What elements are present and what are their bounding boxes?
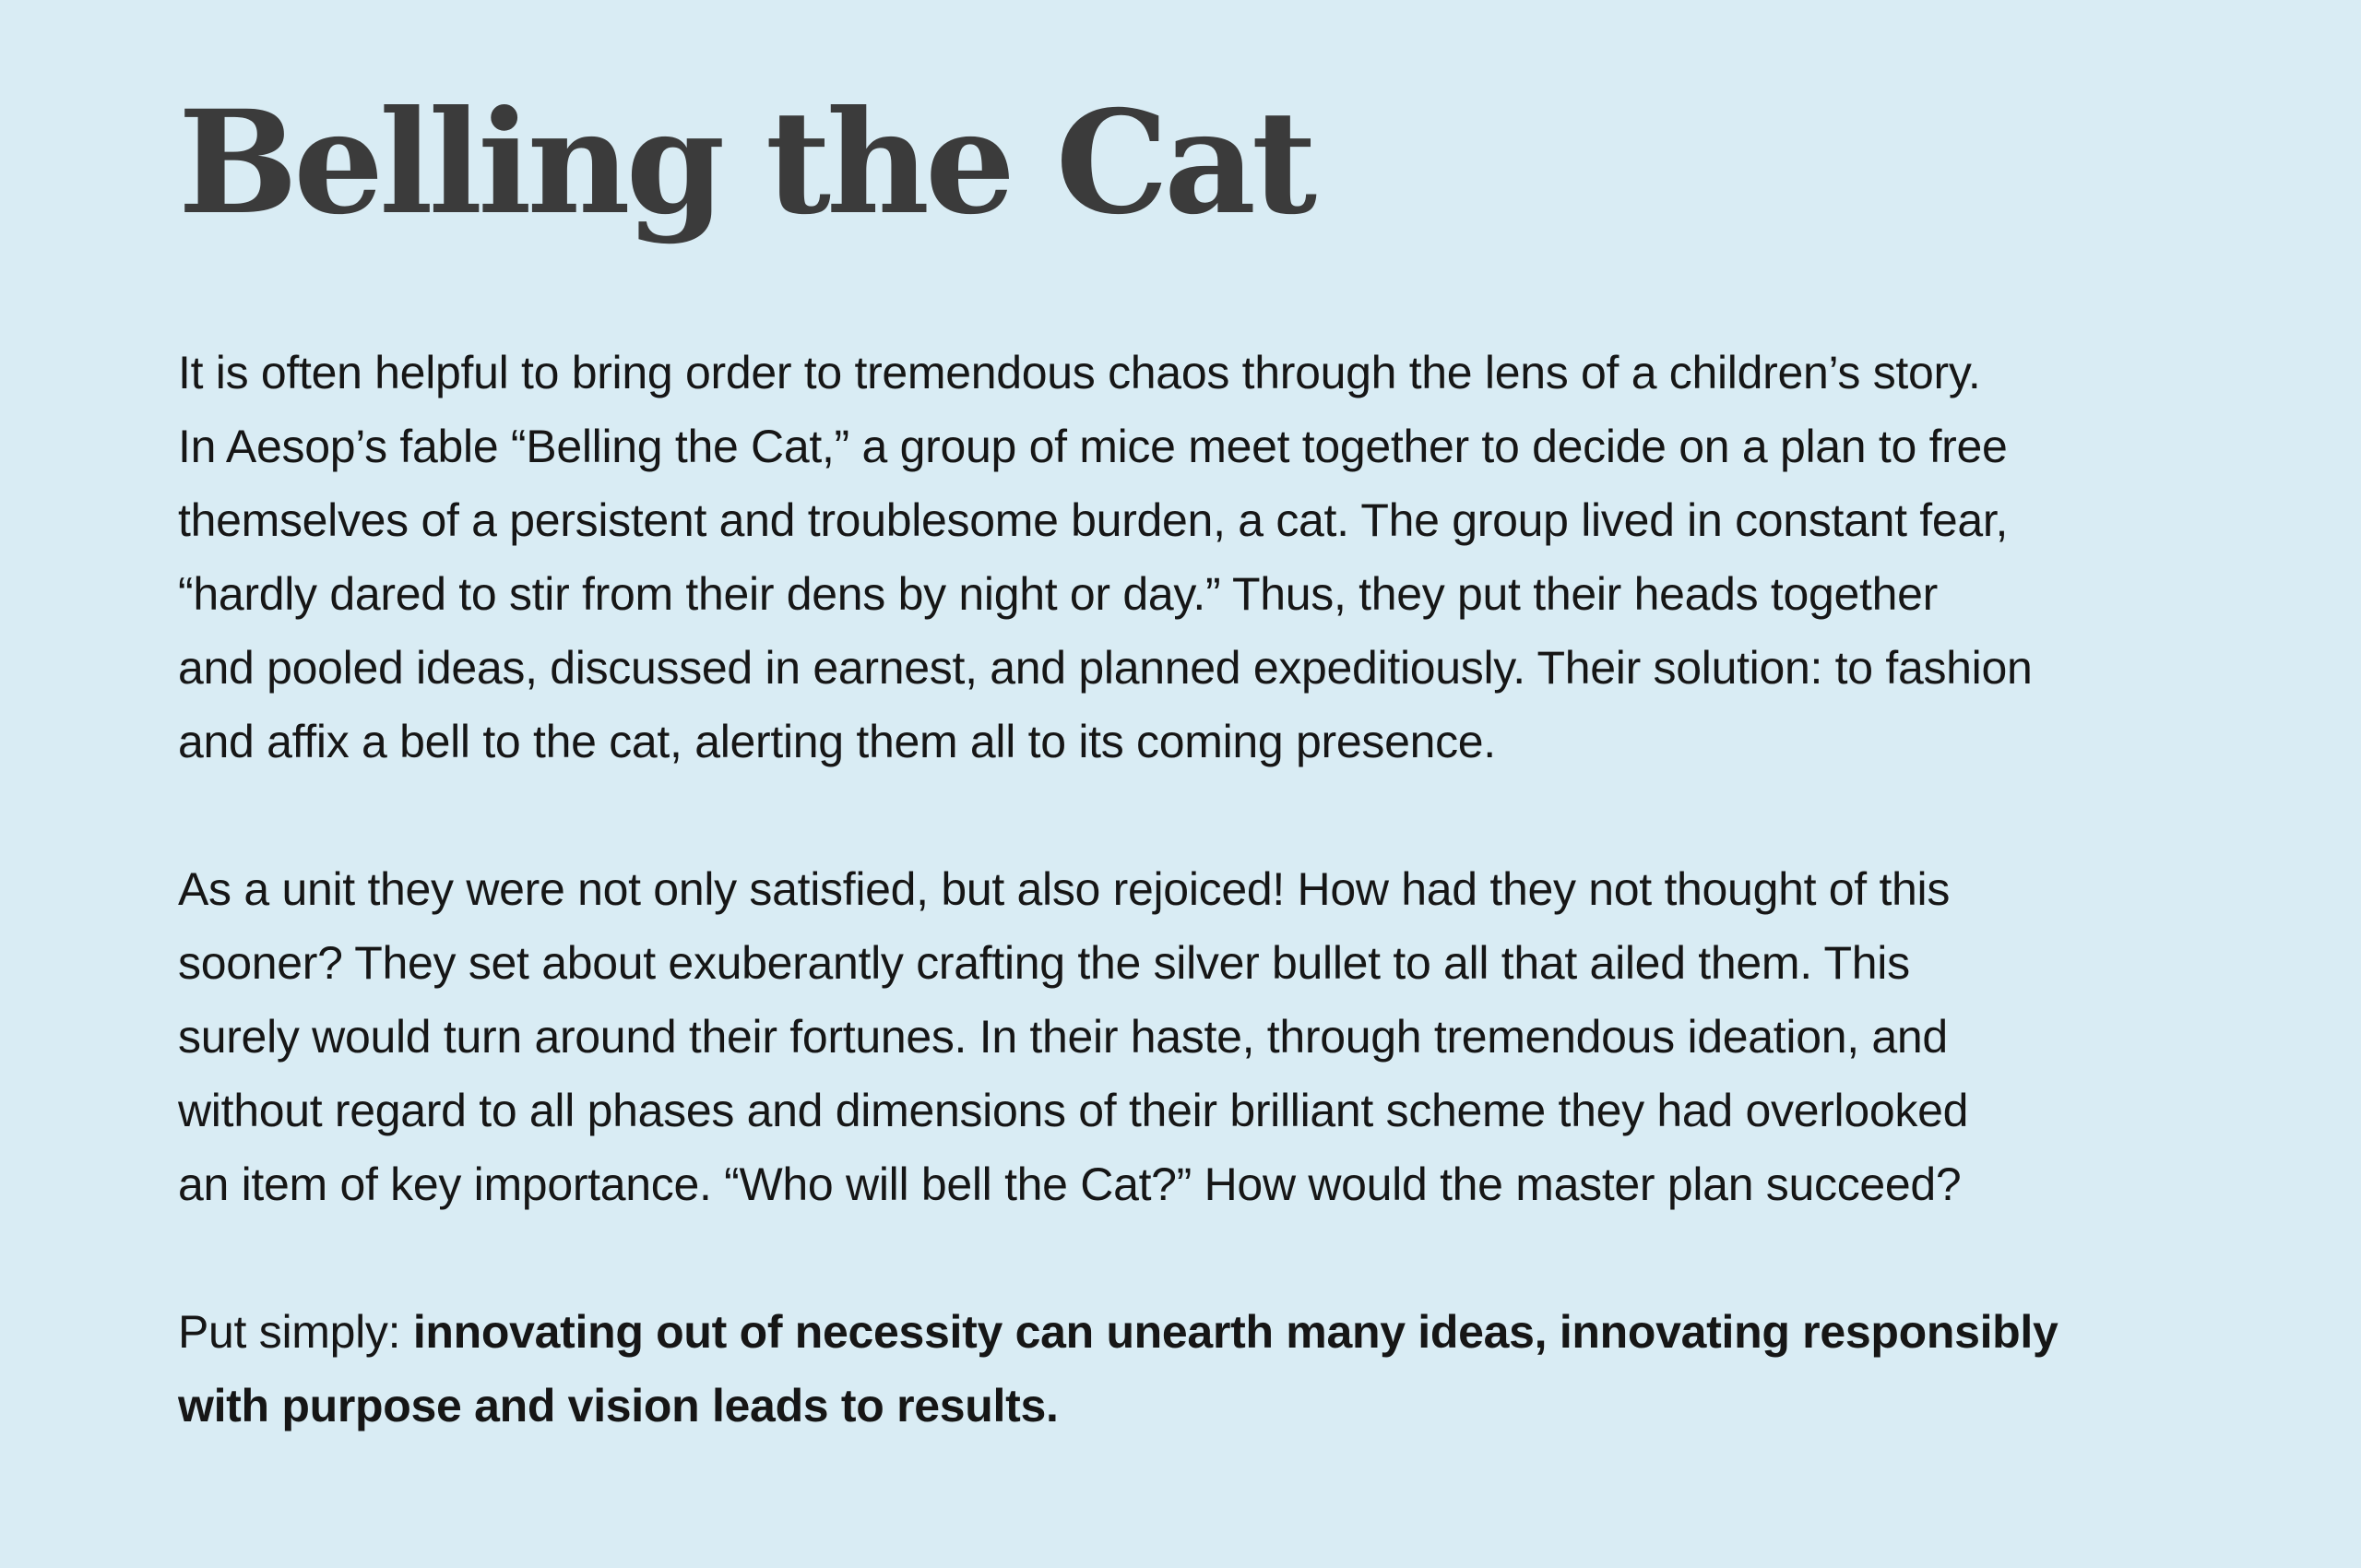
paragraph-line: “hardly dared to stir from their dens by night or day.” Thus, they put their heads together [178, 568, 1938, 620]
paragraph-line: surely would turn around their fortunes. In their haste, through tremendous ideation, and [178, 1011, 1948, 1063]
paragraph-line: and affix a bell to the cat, alerting them all to its coming presence. [178, 716, 1496, 767]
conclusion-paragraph [178, 1295, 2287, 1443]
paragraph-2 [178, 852, 2287, 1221]
conclusion-lead: Put simply: [178, 1306, 413, 1358]
paragraph-line: and pooled ideas, discussed in earnest, and planned expeditiously. Their solution: to fashion [178, 642, 2033, 694]
page-title: Belling the Cat [178, 79, 1313, 246]
conclusion-emphasis: innovating out of necessity can unearth many ideas, innovating responsibly [412, 1306, 2058, 1358]
conclusion-line-2: with purpose and vision leads to results. [178, 1380, 1059, 1431]
paragraph-line: without regard to all phases and dimensions of their brilliant scheme they had overlooked [178, 1085, 1969, 1136]
paragraph-line: As a unit they were not only satisfied, but also rejoiced! How had they not thought of this [178, 863, 1951, 915]
article-body [178, 336, 2287, 1443]
paragraph-1 [178, 336, 2287, 778]
paragraph-line: In Aesop’s fable “Belling the Cat,” a group of mice meet together to decide on a plan to free [178, 421, 2008, 472]
paragraph-line: It is often helpful to bring order to tremendous chaos through the lens of a children’s story. [178, 347, 1981, 398]
paragraph-line: an item of key importance. “Who will bell the Cat?” How would the master plan succeed? [178, 1158, 1962, 1210]
conclusion-line-1 [178, 1295, 2287, 1369]
paragraph-line: themselves of a persistent and troublesome burden, a cat. The group lived in constant fear, [178, 494, 2009, 546]
paragraph-line: sooner? They set about exuberantly crafting the silver bullet to all that ailed them. This [178, 937, 1910, 989]
